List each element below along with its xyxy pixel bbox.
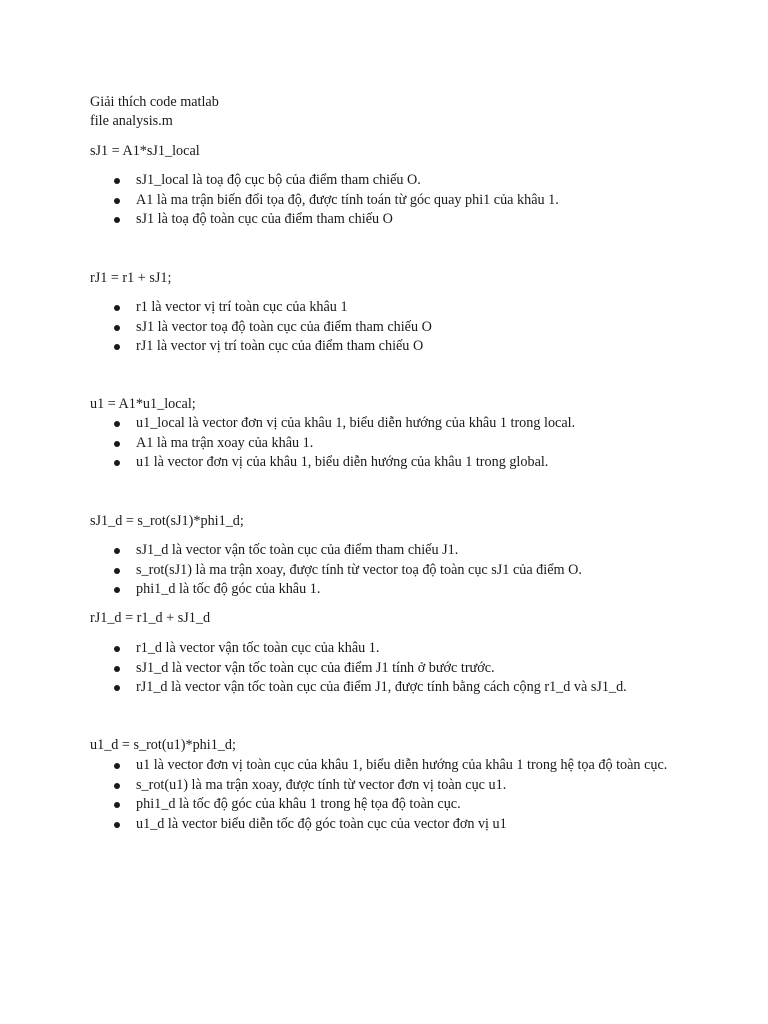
bullet-icon [114,587,120,593]
list-item [0,171,686,191]
list-item [0,298,686,318]
bullet-icon [114,763,120,769]
list-item [0,776,686,796]
bullet-icon [114,666,120,672]
list-item [0,639,686,659]
bullet-icon [114,421,120,427]
bullet-list-sj1-d [0,541,768,600]
bullet-icon [114,198,120,204]
list-item-text: rJ1 là vector vị trí toàn cục của điểm tham chiếu O [136,338,424,354]
list-item-text: A1 là ma trận biến đổi tọa độ, được tính toán từ góc quay phi1 của khâu 1. [136,191,559,208]
bullet-icon [114,217,120,223]
list-item-text: r1_d là vector vận tốc toàn cục của khâu 1. [136,640,380,656]
list-item-text: sJ1_d là vector vận tốc toàn cục của điểm tham chiếu J1. [136,542,459,558]
list-item [0,678,686,698]
bullet-icon [114,305,120,311]
bullet-icon [114,646,120,652]
list-item-text: u1_d là vector biểu diễn tốc độ góc toàn cục của vector đơn vị u1 [136,815,507,832]
list-item [0,561,686,581]
document-title: Giải thích code matlab [90,94,219,110]
bullet-list-u1-d [0,756,768,834]
bullet-icon [114,460,120,466]
code-line-rj1: rJ1 = r1 + sJ1; [90,270,172,286]
list-item [0,414,686,434]
bullet-icon [114,822,120,828]
list-item-text: sJ1_d là vector vận tốc toàn cục của điểm J1 tính ở bước trước. [136,659,495,676]
bullet-icon [114,568,120,574]
bullet-list-rj1-d [0,639,768,698]
code-line-sj1-d: sJ1_d = s_rot(sJ1)*phi1_d; [90,513,244,529]
list-item [0,580,686,600]
list-item-text: sJ1 là toạ độ toàn cục của điểm tham chiếu O [136,211,393,227]
list-item-text: u1 là vector đơn vị của khâu 1, biểu diễn hướng của khâu 1 trong global. [136,454,549,470]
list-item-text: r1 là vector vị trí toàn cục của khâu 1 [136,299,348,315]
list-item-text: A1 là ma trận xoay của khâu 1. [136,434,314,451]
list-item [0,659,686,679]
list-item-text: u1_local là vector đơn vị của khâu 1, biểu diễn hướng của khâu 1 trong local. [136,415,576,431]
code-line-rj1-d: rJ1_d = r1_d + sJ1_d [90,610,211,626]
bullet-icon [114,178,120,184]
list-item [0,210,686,230]
list-item [0,541,686,561]
code-line-sj1: sJ1 = A1*sJ1_local [90,143,200,159]
bullet-list-sj1 [0,171,768,230]
list-item [0,795,686,815]
list-item [0,453,686,473]
list-item-text: s_rot(u1) là ma trận xoay, được tính từ vector đơn vị toàn cục u1. [136,776,507,793]
bullet-icon [114,783,120,789]
list-item-text: sJ1_local là toạ độ cục bộ của điểm tham chiếu O. [136,172,421,188]
file-name: file analysis.m [90,113,173,129]
list-item [0,337,686,357]
bullet-list-rj1 [0,298,768,357]
list-item-text: sJ1 là vector toạ độ toàn cục của điểm tham chiếu O [136,318,432,335]
list-item [0,756,686,776]
list-item [0,191,686,211]
code-line-u1-d: u1_d = s_rot(u1)*phi1_d; [90,737,236,753]
code-line-u1: u1 = A1*u1_local; [90,396,196,412]
list-item [0,318,686,338]
bullet-icon [114,548,120,554]
list-item-text: phi1_d là tốc độ góc của khâu 1 trong hệ tọa độ toàn cục. [136,796,461,812]
list-item-text: s_rot(sJ1) là ma trận xoay, được tính từ vector toạ độ toàn cục sJ1 của điểm O. [136,561,582,578]
bullet-icon [114,325,120,331]
bullet-icon [114,441,120,447]
list-item-text: u1 là vector đơn vị toàn cục của khâu 1, biểu diễn hướng của khâu 1 trong hệ tọa độ toàn cục. [136,757,668,773]
bullet-icon [114,685,120,691]
list-item-text: phi1_d là tốc độ góc của khâu 1. [136,581,321,597]
bullet-icon [114,344,120,350]
bullet-list-u1 [0,414,768,473]
list-item-text: rJ1_d là vector vận tốc toàn cục của điểm J1, được tính bằng cách cộng r1_d và sJ1_d. [136,679,627,695]
bullet-icon [114,802,120,808]
list-item [0,434,686,454]
list-item [0,815,686,835]
